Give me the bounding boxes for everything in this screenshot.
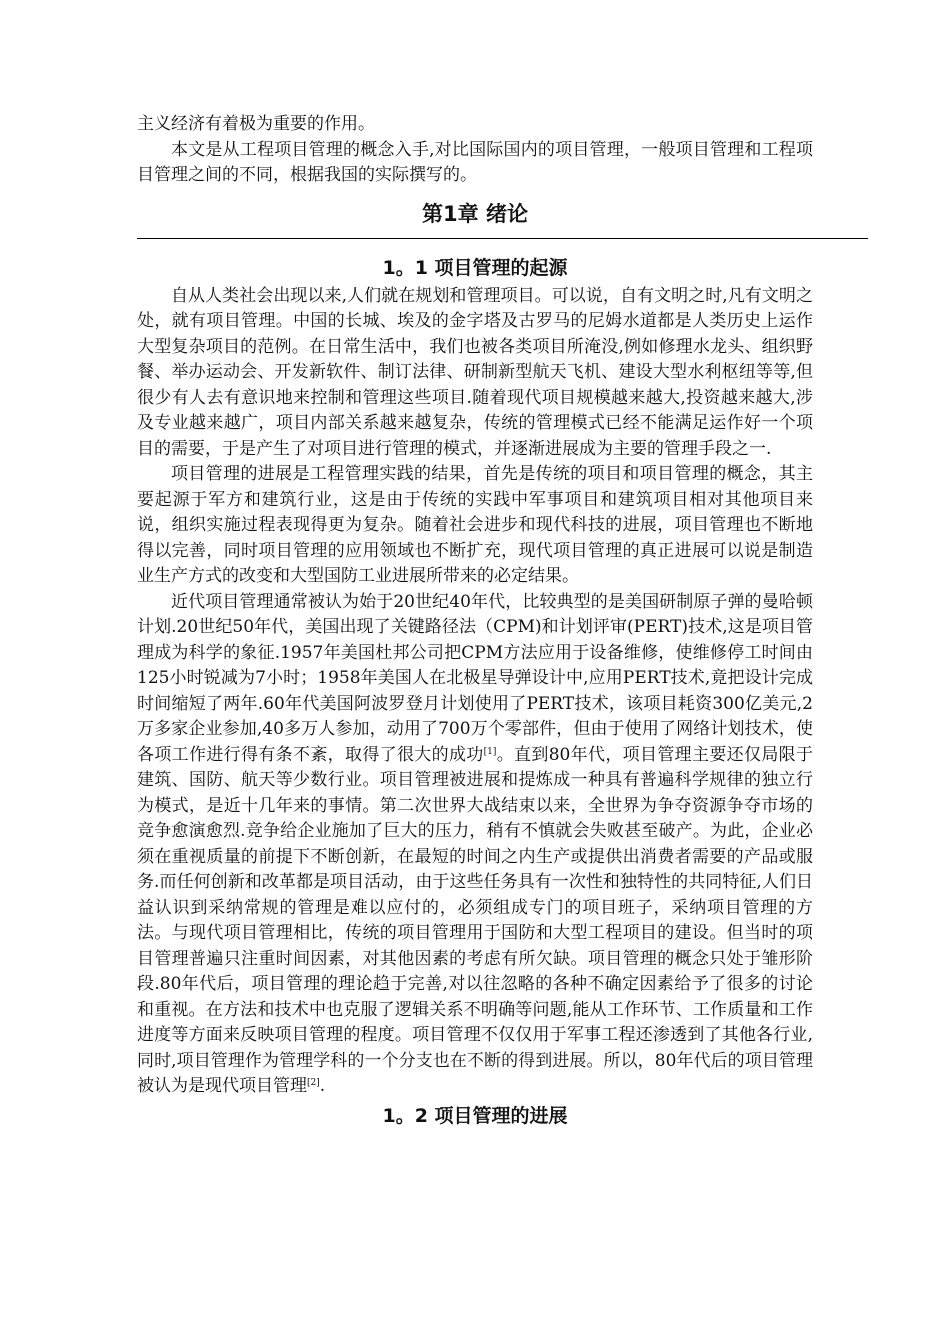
paragraph-origin-3-part-b: 。直到80年代，项目管理主要还仅局限于建筑、国防、航天等少数行业。项目管理被进展和提炼成一种具有普遍科学规律的独立行为模式，是近十几年来的事情。第二次世界大战结束以来，全世界为争夺资源争夺市场的竞争愈演愈烈.竞争给企业施加了巨大的压力，稍有不慎就会失败甚至破产。为此，企业必须在重视质量的前提下不断创新，在最短的时间之内生产或提供出消费者需要的产品或服务.而任何创新和改革都是项目活动，由于这些任务具有一次性和独特性的共同特征,人们日益认识到采纳常规的管理是难以应付的，必须组成专门的项目班子，采纳项目管理的方法。与现代项目管理相比，传统的项目管理用于国防和大型工程项目的建设。但当时的项目管理普遍只注重时间因素，对其他因素的考虑有所欠缺。项目管理的概念只处于雏形阶段.80年代后，项目管理的理论趋于完善,对以往忽略的各种不确定因素给予了很多的讨论和重视。在方法和技术中也克服了逻辑关系不明确等问题,能从工作环节、工作质量和工作进度等方面来反映项目管理的程度。项目管理不仅仅用于军事工程还渗透到了其他各行业,同时,项目管理作为管理学科的一个分支也在不断的得到进展。所以，80年代后的项目管理被认为是现代项目管理 bbox=[137, 744, 813, 1096]
page-content bbox=[137, 112, 813, 1132]
section-title-1-1: 1。1 项目管理的起源 bbox=[382, 256, 568, 279]
chapter-title: 第1章 绪论 bbox=[422, 201, 528, 226]
paragraph-origin-2: 项目管理的进展是工程管理实践的结果，首先是传统的项目和项目管理的概念，其主要起源于军方和建筑行业，这是由于传统的实践中军事项目和建筑项目相对其他项目来说，组织实施过程表现得更为复杂。随着社会进步和现代科技的进展，项目管理也不断地得以完善，同时项目管理的应用领域也不断扩充，现代项目管理的真正进展可以说是制造业生产方式的改变和大型国防工业进展所带来的必定结果。 bbox=[137, 464, 813, 586]
paragraph-origin-3 bbox=[137, 590, 813, 1100]
intro-paragraph: 本文是从工程项目管理的概念入手,对比国际国内的项目管理，一般项目管理和工程项目管理之间的不同，根据我国的实际撰写的。 bbox=[137, 139, 813, 185]
paragraph-origin-1: 自从人类社会出现以来,人们就在规划和管理项目。可以说，自有文明之时,凡有文明之处，就有项目管理。中国的长城、埃及的金字塔及古罗马的尼姆水道都是人类历史上运作大型复杂项目的范例。在日常生活中，我们也被各类项目所淹没,例如修理水龙头、组织野餐、举办运动会、开发新软件、制订法律、研制新型航天飞机、建设大型水利枢纽等等,但很少有人去有意识地来控制和管理这些项目.随着现代项目规模越来越大,投资越来越大,涉及专业越来越广，项目内部关系越来越复杂，传统的管理模式已经不能满足运作好一个项目的需要，于是产生了对项目进行管理的模式，并逐渐进展成为主要的管理手段之一. bbox=[137, 285, 813, 459]
citation-1: [1] bbox=[483, 746, 497, 757]
paragraph-origin-3-end: . bbox=[319, 1076, 326, 1096]
citation-2: [2] bbox=[307, 1078, 320, 1088]
paragraph-origin-3-part-a: 近代项目管理通常被认为始于20世纪40年代，比较典型的是美国研制原子弹的曼哈顿计划.20世纪50年代，美国出现了关键路径法（CPM)和计划评审(PERT)技术,这是项目管理成为科学的象征.1957年美国杜邦公司把CPM方法应用于设备维修，使维修停工时间由125小时锐减为7小时；1958年美国人在北极星导弹设计中,应用PERT技术,竟把设计完成时间缩短了两年.60年代美国阿波罗登月计划使用了PERT技术，该项目耗资300亿美元,2万多家企业参加,40多万人参加，动用了700万个零部件，但由于使用了网络计划技术，使各项工作进行得有条不紊，取得了很大的成功 bbox=[137, 591, 813, 765]
intro-line: 主义经济有着极为重要的作用。 bbox=[137, 114, 375, 134]
section-title-1-2: 1。2 项目管理的进展 bbox=[382, 1104, 568, 1127]
